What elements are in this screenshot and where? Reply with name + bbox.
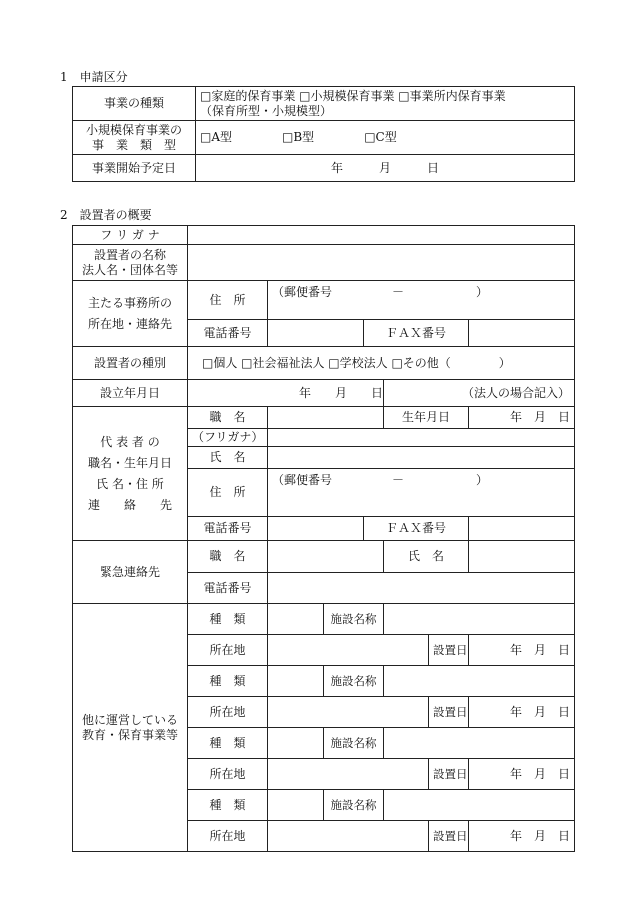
location-label: 所在地 — [188, 697, 268, 728]
emergency-position-label: 職 名 — [188, 541, 268, 573]
facility-name-field[interactable] — [384, 728, 575, 759]
small-type-label-line1: 小規模保育事業の — [85, 122, 182, 137]
office-label-line1: 主たる事務所の — [87, 295, 172, 310]
office-fax-field[interactable] — [469, 320, 575, 347]
other-business-label — [73, 604, 188, 852]
location-label: 所在地 — [188, 635, 268, 666]
setup-date-field[interactable]: 年 月 日 — [469, 697, 575, 728]
rep-label-line2: 職名・生年月日 — [87, 455, 172, 470]
rep-fax-label: ＦＡＸ番号 — [364, 517, 469, 541]
office-address-label: 住 所 — [188, 281, 268, 320]
emergency-position-field[interactable] — [268, 541, 384, 573]
setup-date-label: 設置日 — [429, 821, 469, 852]
start-date-field[interactable]: 年 月 日 — [196, 155, 575, 182]
setup-date-label: 設置日 — [429, 697, 469, 728]
location-label: 所在地 — [188, 759, 268, 790]
rep-fax-field[interactable] — [469, 517, 575, 541]
location-field[interactable] — [268, 759, 429, 790]
rep-phone-field[interactable] — [268, 517, 364, 541]
facility-name-label: 施設名称 — [324, 790, 384, 821]
facility-name-label: 施設名称 — [324, 604, 384, 635]
small-type-options — [196, 121, 575, 155]
business-type-options[interactable]: □家庭的保育事業 □小規模保育事業 □事業所内保育事業 — [200, 88, 506, 103]
other-business-label-line2: 教育・保育事業等 — [81, 727, 178, 742]
rep-birth-field[interactable]: 年 月 日 — [469, 407, 575, 429]
kind-label: 種 類 — [188, 790, 268, 821]
location-label: 所在地 — [188, 821, 268, 852]
location-field[interactable] — [268, 697, 429, 728]
founder-name-label — [73, 245, 188, 281]
rep-name-field[interactable] — [268, 447, 575, 469]
founder-type-options[interactable]: □個人 □社会福祉法人 □学校法人 □その他（ ） — [188, 347, 575, 380]
kind-label: 種 類 — [188, 728, 268, 759]
emergency-name-label: 氏 名 — [384, 541, 469, 573]
rep-furigana-label: （フリガナ） — [188, 429, 268, 447]
small-type-label — [73, 121, 196, 155]
rep-label-line1: 代 表 者 の — [100, 434, 160, 449]
type-b-checkbox[interactable]: □B型 — [282, 130, 315, 144]
start-date-label: 事業開始予定日 — [73, 155, 196, 182]
location-field[interactable] — [268, 635, 429, 666]
section2-heading: 2 設置者の概要 — [60, 208, 152, 222]
kind-field[interactable] — [268, 604, 324, 635]
facility-name-field[interactable] — [384, 666, 575, 697]
emergency-name-field[interactable] — [469, 541, 575, 573]
office-address-field[interactable]: （郵便番号 － ） — [268, 281, 575, 320]
setup-date-label: 設置日 — [429, 759, 469, 790]
kind-field[interactable] — [268, 790, 324, 821]
facility-name-label: 施設名称 — [324, 728, 384, 759]
kind-label: 種 類 — [188, 666, 268, 697]
setup-date-field[interactable]: 年 月 日 — [469, 821, 575, 852]
facility-name-field[interactable] — [384, 604, 575, 635]
rep-furigana-field[interactable] — [268, 429, 575, 447]
setup-date-field[interactable]: 年 月 日 — [469, 635, 575, 666]
rep-position-label: 職 名 — [188, 407, 268, 429]
representative-label — [73, 407, 188, 541]
kind-field[interactable] — [268, 728, 324, 759]
type-c-checkbox[interactable]: □C型 — [364, 130, 397, 144]
established-note: （法人の場合記入） — [384, 380, 575, 407]
application-category-table — [72, 86, 575, 182]
founder-name-label-line1: 設置者の名称 — [93, 247, 166, 262]
office-label — [73, 281, 188, 347]
kind-field[interactable] — [268, 666, 324, 697]
emergency-phone-field[interactable] — [268, 573, 575, 604]
emergency-label: 緊急連絡先 — [73, 541, 188, 604]
setup-date-label: 設置日 — [429, 635, 469, 666]
founder-name-field[interactable] — [188, 245, 575, 281]
rep-label-line3: 氏 名・住 所 — [96, 476, 164, 491]
founder-overview-table — [72, 225, 575, 852]
rep-address-field[interactable]: （郵便番号 － ） — [268, 469, 575, 517]
established-date-field[interactable]: 年 月 日 — [188, 380, 384, 407]
rep-label-line4: 連 絡 先 — [87, 497, 172, 512]
rep-position-field[interactable] — [268, 407, 384, 429]
business-type-label: 事業の種類 — [73, 87, 196, 121]
founder-type-label: 設置者の種別 — [73, 347, 188, 380]
furigana-field[interactable] — [188, 226, 575, 245]
business-type-sub: （保育所型・小規模型） — [200, 103, 333, 118]
facility-name-field[interactable] — [384, 790, 575, 821]
setup-date-field[interactable]: 年 月 日 — [469, 759, 575, 790]
location-field[interactable] — [268, 821, 429, 852]
small-type-label-line2: 事 業 類 型 — [91, 137, 176, 152]
other-business-label-line1: 他に運営している — [81, 712, 178, 727]
office-phone-label: 電話番号 — [188, 320, 268, 347]
emergency-phone-label: 電話番号 — [188, 573, 268, 604]
furigana-label: フ リ ガ ナ — [73, 226, 188, 245]
rep-address-label: 住 所 — [188, 469, 268, 517]
office-phone-field[interactable] — [268, 320, 364, 347]
rep-phone-label: 電話番号 — [188, 517, 268, 541]
kind-label: 種 類 — [188, 604, 268, 635]
founder-name-label-line2: 法人名・団体名等 — [81, 262, 178, 277]
rep-birth-label: 生年月日 — [384, 407, 469, 429]
rep-name-label: 氏 名 — [188, 447, 268, 469]
established-label: 設立年月日 — [73, 380, 188, 407]
office-label-line2: 所在地・連絡先 — [87, 316, 172, 331]
business-type-cell — [196, 87, 575, 121]
type-a-checkbox[interactable]: □A型 — [200, 130, 233, 144]
office-fax-label: ＦＡＸ番号 — [364, 320, 469, 347]
section1-heading: 1 申請区分 — [60, 70, 128, 84]
facility-name-label: 施設名称 — [324, 666, 384, 697]
